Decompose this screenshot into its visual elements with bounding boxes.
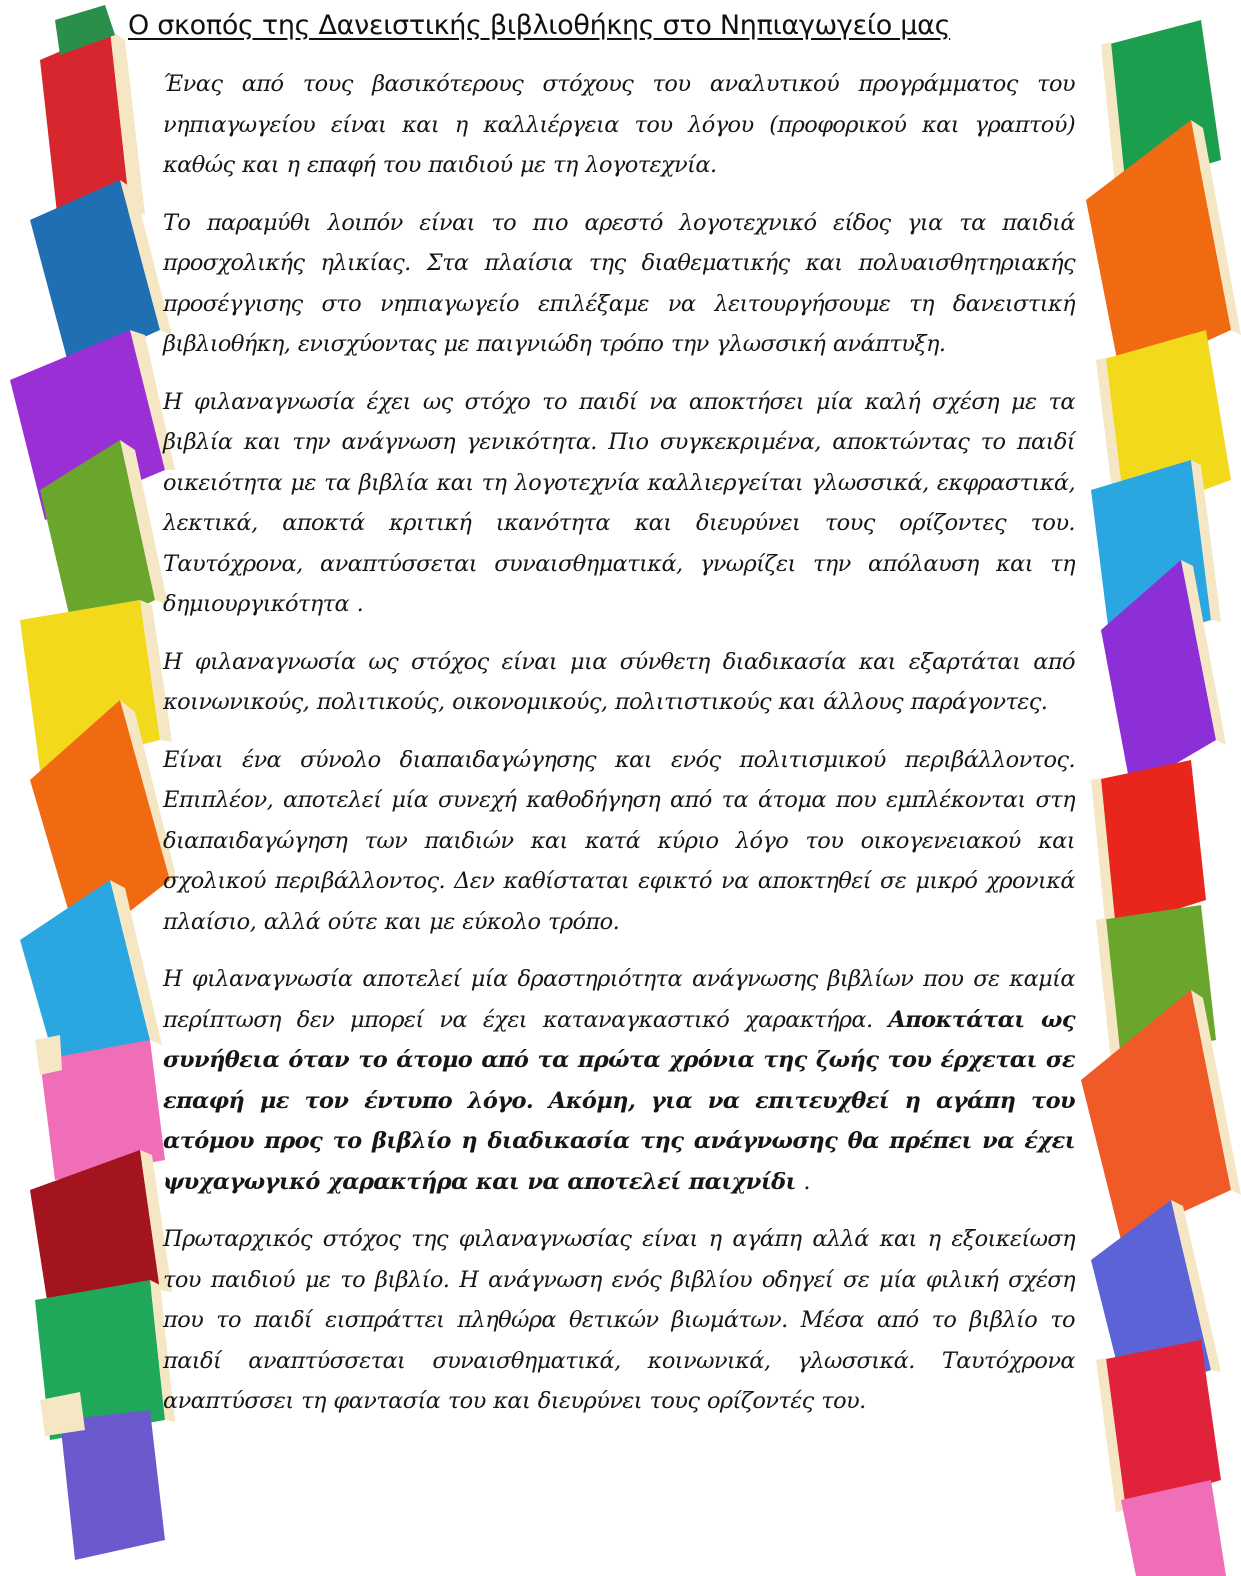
body-text xyxy=(163,64,1075,1439)
paragraph-6-bold: Αποκτάται ως συνήθεια όταν το άτομο από τα πρώτα χρόνια της ζωής του έρχεται σε επαφή με τον έντυπο λόγο. Ακόμη, για να επιτευχθεί η αγάπη του ατόμου προς το βιβλίο η διαδικασία της ανάγνωσης θα πρέπει να έχει ψυχαγωγικό χαρακτήρα και να αποτελεί παιχνίδι xyxy=(163,1006,1075,1195)
left-books-illustration xyxy=(0,0,175,1576)
right-book-border xyxy=(1081,0,1241,1576)
left-book-border xyxy=(0,0,175,1576)
right-books-illustration xyxy=(1081,0,1241,1576)
paragraph-6 xyxy=(163,959,1075,1202)
paragraph-7: Πρωταρχικός στόχος της φιλαναγνωσίας είναι η αγάπη αλλά και η εξοικείωση του παιδιού με το βιβλίο. Η ανάγνωση ενός βιβλίου οδηγεί σε μία φιλική σχέση που το παιδί εισπράττει πληθώρα θετικών βιωμάτων. Μέσα από το βιβλίο το παιδί αναπτύσσεται συναισθηματικά, κοινωνικά, γλωσσικά. Ταυτόχρονα αναπτύσσει τη φαντασία του και διευρύνει τους ορίζοντές του. xyxy=(163,1226,1075,1414)
paragraph-2: Το παραμύθι λοιπόν είναι το πιο αρεστό λογοτεχνικό είδος για τα παιδιά προσχολικής ηλικίας. Στα πλαίσια της διαθεματικής και πολυαισθητηριακής προσέγγισης στο νηπιαγωγείο επιλέξαμε να λειτουργήσουμε τη δανειστική βιβλιοθήκη, ενισχύοντας με παιγνιώδη τρόπο την γλωσσική ανάπτυξη. xyxy=(163,209,1075,357)
paragraph-3: Η φιλαναγνωσία έχει ως στόχο το παιδί να αποκτήσει μία καλή σχέση με τα βιβλία και την ανάγνωση γενικότητα. Πιο συγκεκριμένα, αποκτώντας το παιδί οικειότητα με τα βιβλία και τη λογοτεχνία καλλιεργείται γλωσσικά, εκφραστικά, λεκτικά, αποκτά κριτική ικανότητα και διευρύνει τους ορίζοντες του. Ταυτόχρονα, αναπτύσσεται συναισθηματικά, γνωρίζει την απόλαυση και τη δημιουργικότητα . xyxy=(163,388,1075,617)
paragraph-6-tail: . xyxy=(803,1168,810,1195)
paragraph-5: Είναι ένα σύνολο διαπαιδαγώγησης και ενός πολιτισμικού περιβάλλοντος. Επιπλέον, αποτελεί μία συνεχή καθοδήγηση από τα άτομα που εμπλέκονται στη διαπαιδαγώγηση των παιδιών και κατά κύριο λόγο του οικογενειακού και σχολικού περιβάλλοντος. Δεν καθίσταται εφικτό να αποκτηθεί σε μικρό χρονικά πλαίσιο, αλλά ούτε και με εύκολο τρόπο. xyxy=(163,746,1075,935)
paragraph-4: Η φιλαναγνωσία ως στόχος είναι μια σύνθετη διαδικασία και εξαρτάται από κοινωνικούς, πολιτικούς, οικονομικούς, πολιτιστικούς και άλλους παράγοντες. xyxy=(163,648,1075,715)
paragraph-6-regular: Η φιλαναγνωσία αποτελεί μία δραστηριότητα ανάγνωσης βιβλίων που σε καμία περίπτωση δεν μπορεί να έχει καταναγκαστικό χαρακτήρα. xyxy=(163,966,1075,1033)
paragraph-1: Ένας από τους βασικότερους στόχους του αναλυτικού προγράμματος του νηπιαγωγείου είναι και η καλλιέργεια του λόγου (προφορικού και γραπτού) καθώς και η επαφή του παιδιού με τη λογοτεχνία. xyxy=(163,71,1075,178)
page-title: Ο σκοπός της Δανειστικής βιβλιοθήκης στο Νηπιαγωγείο μας xyxy=(128,10,951,41)
